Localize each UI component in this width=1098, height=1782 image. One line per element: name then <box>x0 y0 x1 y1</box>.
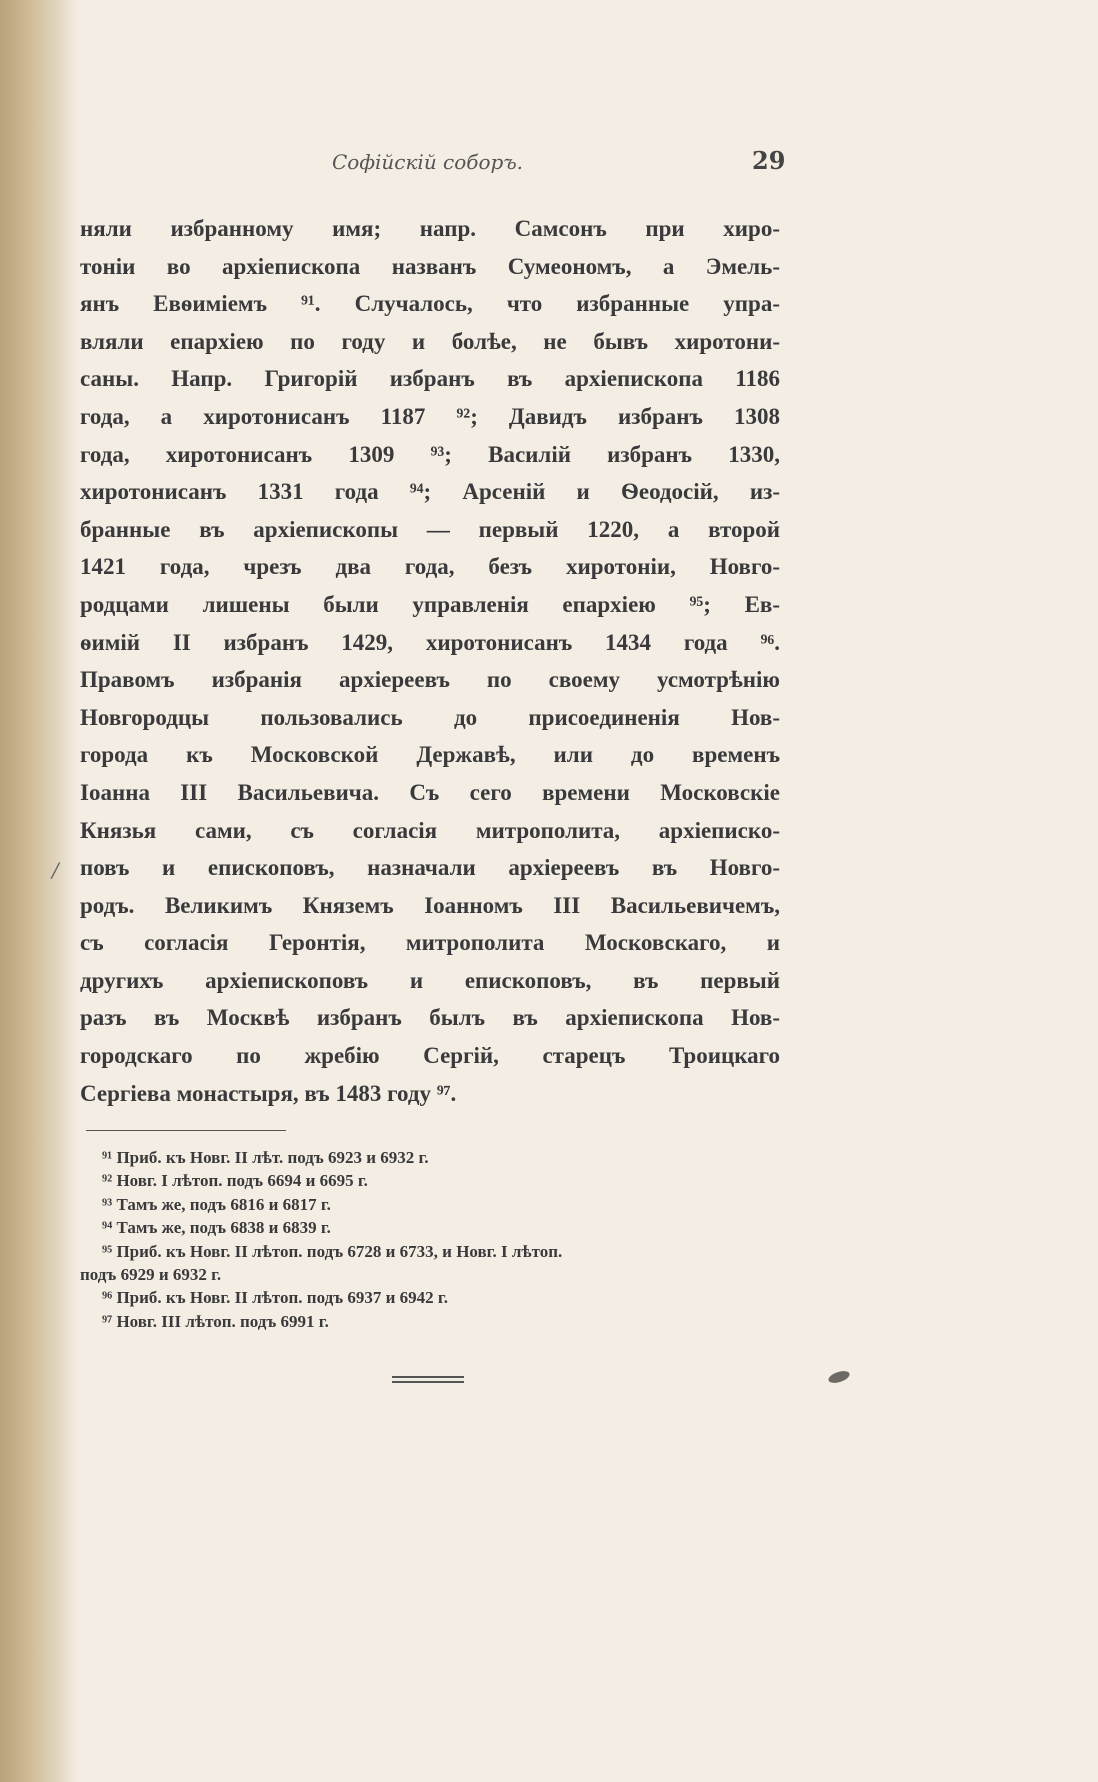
footnote: ⁹² Новг. I лѣтоп. подъ 6694 и 6695 г. <box>102 1171 368 1191</box>
end-ornament <box>392 1376 464 1386</box>
text-line: родъ. Великимъ Княземъ Іоанномъ III Васильевичемъ, <box>80 892 780 918</box>
text-line: Князья сами, съ согласія митрополита, архіеписко- <box>80 817 780 843</box>
footnote: ⁹⁷ Новг. III лѣтоп. подъ 6991 г. <box>102 1311 329 1331</box>
text-line: съ согласія Геронтія, митрополита Московскаго, и <box>80 930 780 956</box>
footnote: ⁹¹ Приб. къ Новг. II лѣт. подъ 6923 и 6932 г. <box>102 1148 429 1167</box>
text-line: няли избранному имя; напр. Самсонъ при хиро- <box>80 216 780 241</box>
text-line: городскаго по жребію Сергій, старецъ Троицкаго <box>80 1043 780 1069</box>
text-line: саны. Напр. Григорій избранъ въ архіепископа 1186 <box>80 366 780 392</box>
text-line: янъ Евѳиміемъ ⁹¹. Случалось, что избранные упра- <box>80 291 780 317</box>
running-head: Софійскій соборъ. <box>332 150 524 174</box>
text-line: другихъ архіепископовъ и епископовъ, въ первый <box>80 967 780 993</box>
text-line: ѳимій II избранъ 1429, хиротонисанъ 1434 года ⁹⁶. <box>80 629 780 655</box>
text-line: повъ и епископовъ, назначали архіереевъ въ Новго- <box>80 855 780 881</box>
text-line: тоніи во архіепископа названъ Сумеономъ, а Эмель- <box>80 253 780 279</box>
text-line: бранные въ архіепископы — первый 1220, а второй <box>80 516 780 542</box>
page-number: 29 <box>752 146 786 175</box>
body-text <box>80 210 780 1112</box>
footnote-separator <box>86 1130 286 1131</box>
text-line: хиротонисанъ 1331 года ⁹⁴; Арсеній и Ѳеодосій, из- <box>80 479 780 505</box>
footnote: ⁹³ Тамъ же, подъ 6816 и 6817 г. <box>102 1194 331 1214</box>
text-line: Іоанна III Васильевича. Съ сего времени Московскіе <box>80 779 780 805</box>
footnote: ⁹⁵ Приб. къ Новг. II лѣтоп. подъ 6728 и 6733, и Новг. I лѣтоп. <box>102 1241 563 1261</box>
footnote-continuation: подъ 6929 и 6932 г. <box>80 1265 222 1285</box>
text-line: года, хиротонисанъ 1309 ⁹³; Василій избранъ 1330, <box>80 441 780 467</box>
text-line: родцами лишены были управленія епархіею ⁹⁵; Ев- <box>80 591 780 617</box>
footnote: ⁹⁶ Приб. къ Новг. II лѣтоп. подъ 6937 и 6942 г. <box>102 1288 448 1308</box>
footnotes <box>80 1146 780 1333</box>
text-line: Правомъ избранія архіереевъ по своему усмотрѣнію <box>80 667 780 693</box>
text-line: города къ Московской Державѣ, или до временъ <box>80 742 780 768</box>
footnote: ⁹⁴ Тамъ же, подъ 6838 и 6839 г. <box>102 1218 331 1238</box>
margin-pencil-mark: / <box>52 858 59 882</box>
text-line: Новгородцы пользовались до присоединенія Нов- <box>80 704 780 730</box>
text-line: года, а хиротонисанъ 1187 ⁹²; Давидъ избранъ 1308 <box>80 403 780 429</box>
text-line: вляли епархіею по году и болѣе, не бывъ хиротони- <box>80 328 780 354</box>
text-line: Сергіева монастыря, въ 1483 году ⁹⁷. <box>80 1080 457 1106</box>
ink-spot <box>827 1369 851 1385</box>
text-line: 1421 года, чрезъ два года, безъ хиротоніи, Новго- <box>80 554 780 580</box>
text-line: разъ въ Москвѣ избранъ былъ въ архіепископа Нов- <box>80 1005 780 1031</box>
